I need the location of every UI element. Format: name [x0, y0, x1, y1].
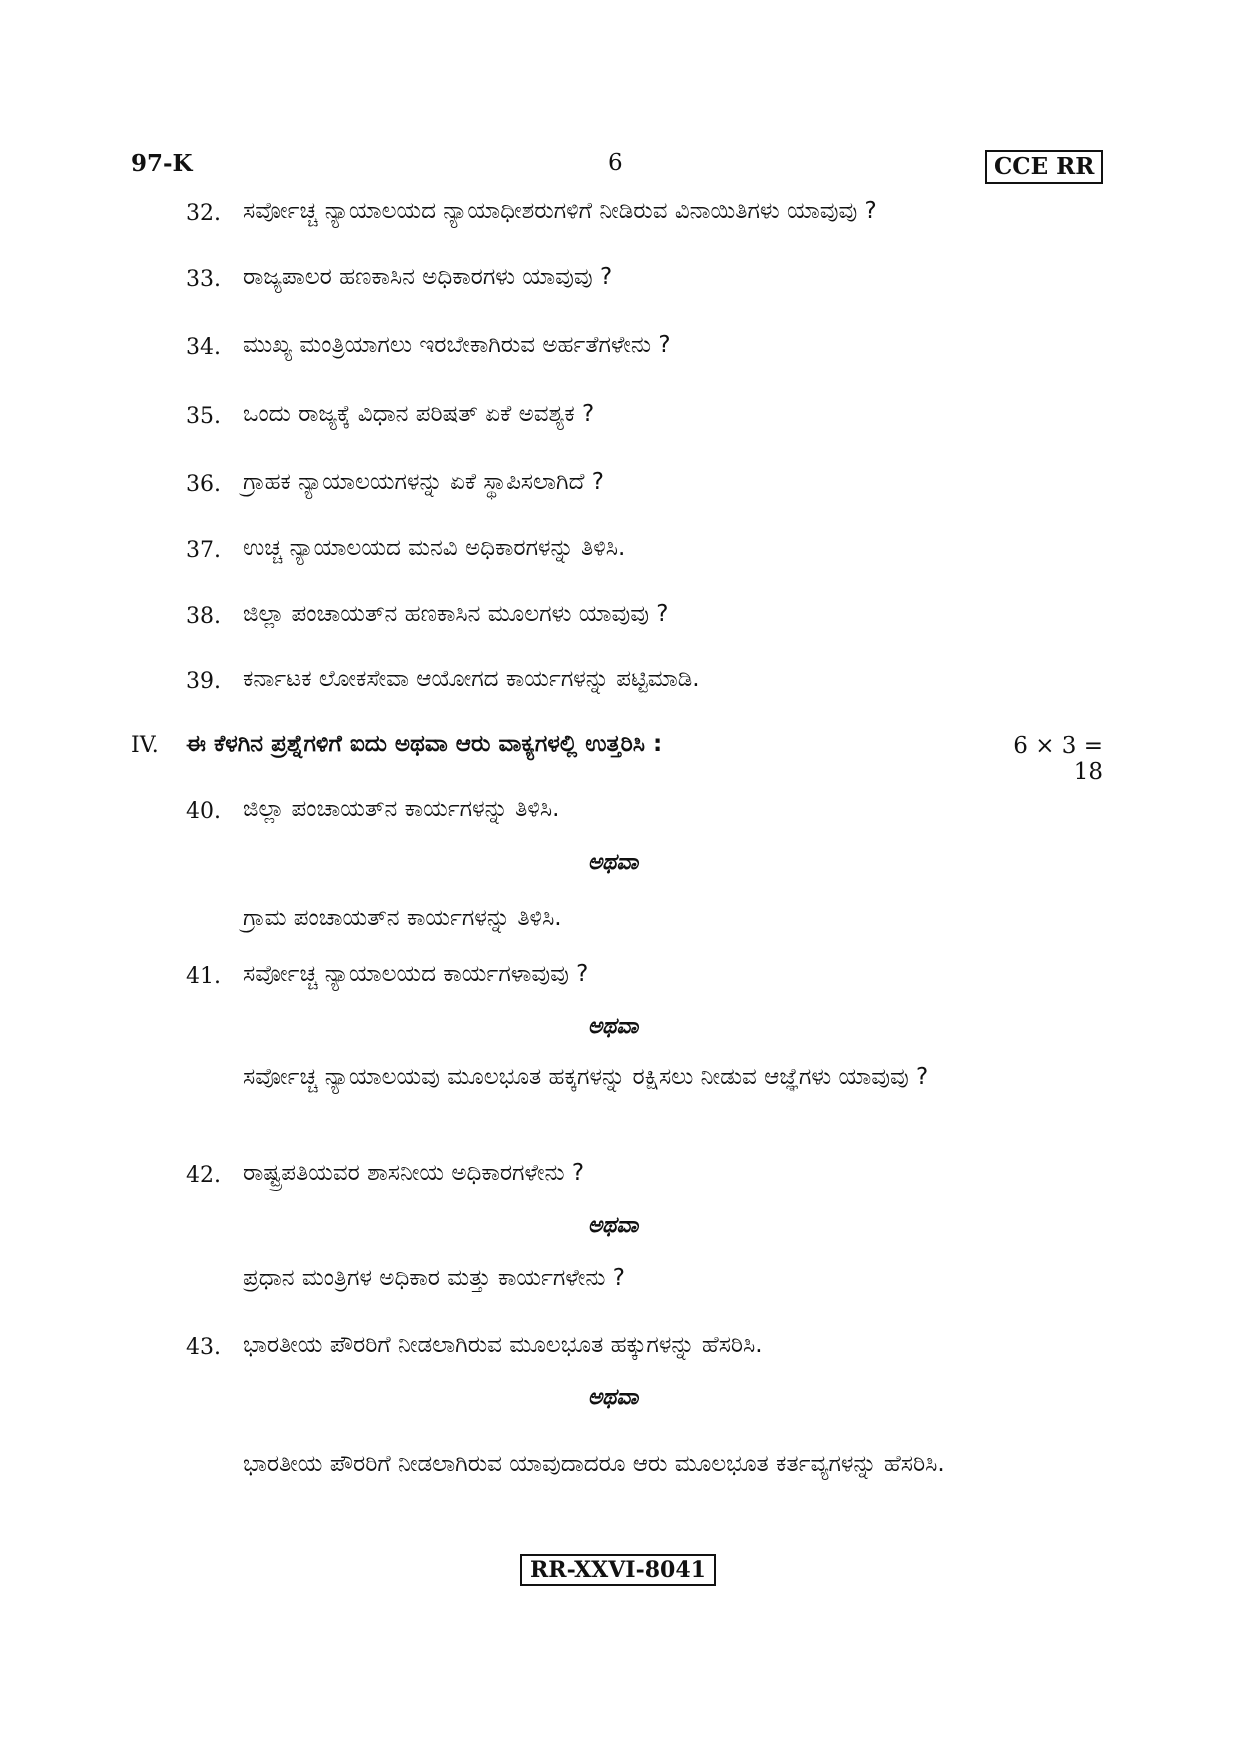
question-number: 32.	[186, 201, 221, 226]
exam-box-label: CCE RR	[985, 150, 1103, 184]
question-alternative: ಸರ್ವೋಚ್ಚ ನ್ಯಾಯಾಲಯವು ಮೂಲಭೂತ ಹಕ್ಕಗಳನ್ನು ರಕ್ಷಿಸಲು ನೀಡುವ ಆಜ್ಞೆಗಳು ಯಾವುವು ?	[243, 1064, 929, 1090]
section-instruction: ಈ ಕೆಳಗಿನ ಪ್ರಶ್ನೆಗಳಿಗೆ ಐದು ಅಥವಾ ಆರು ವಾಕ್ಯಗಳಲ್ಲಿ ಉತ್ತರಿಸಿ :	[186, 731, 663, 757]
or-separator: ಅಥವಾ	[587, 1014, 639, 1039]
question-text: ಒಂದು ರಾಜ್ಯಕ್ಕೆ ವಿಧಾನ ಪರಿಷತ್ ಏಕೆ ಅವಶ್ಯಕ ?	[243, 401, 595, 427]
paper-code: 97-K	[131, 150, 193, 177]
question-alternative: ಭಾರತೀಯ ಪೌರರಿಗೆ ನೀಡಲಾಗಿರುವ ಯಾವುದಾದರೂ ಆರು ಮೂಲಭೂತ ಕರ್ತವ್ಯಗಳನ್ನು ಹೆಸರಿಸಿ.	[243, 1451, 945, 1477]
question-text: ರಾಷ್ಟ್ರಪತಿಯವರ ಶಾಸನೀಯ ಅಧಿಕಾರಗಳೇನು ?	[243, 1160, 585, 1186]
question-number: 42.	[186, 1163, 221, 1188]
or-separator: ಅಥವಾ	[587, 850, 639, 875]
question-text: ಕರ್ನಾಟಕ ಲೋಕಸೇವಾ ಆಯೋಗದ ಕಾರ್ಯಗಳನ್ನು ಪಟ್ಟಿಮಾಡಿ.	[243, 666, 700, 692]
question-text: ಗ್ರಾಹಕ ನ್ಯಾಯಾಲಯಗಳನ್ನು ಏಕೆ ಸ್ಥಾಪಿಸಲಾಗಿದೆ ?	[243, 469, 604, 495]
question-text: ಜಿಲ್ಲಾ ಪಂಚಾಯತ್‌ನ ಕಾರ್ಯಗಳನ್ನು ತಿಳಿಸಿ.	[243, 796, 560, 822]
question-text: ಸರ್ವೋಚ್ಚ ನ್ಯಾಯಾಲಯದ ನ್ಯಾಯಾಧೀಶರುಗಳಿಗೆ ನೀಡಿರುವ ವಿನಾಯಿತಿಗಳು ಯಾವುವು ?	[243, 198, 877, 224]
question-number: 40.	[186, 799, 221, 824]
footer-code: RR-XXVI-8041	[520, 1554, 716, 1586]
question-number: 39.	[186, 669, 221, 694]
question-text: ಉಚ್ಚ ನ್ಯಾಯಾಲಯದ ಮನವಿ ಅಧಿಕಾರಗಳನ್ನು ತಿಳಿಸಿ.	[243, 535, 626, 561]
question-number: 37.	[186, 538, 221, 563]
question-text: ರಾಜ್ಯಪಾಲರ ಹಣಕಾಸಿನ ಅಧಿಕಾರಗಳು ಯಾವುವು ?	[243, 264, 613, 290]
question-number: 43.	[186, 1335, 221, 1360]
section-number: IV.	[131, 733, 159, 758]
page-number: 6	[608, 150, 623, 176]
question-number: 38.	[186, 604, 221, 629]
question-alternative: ಪ್ರಧಾನ ಮಂತ್ರಿಗಳ ಅಧಿಕಾರ ಮತ್ತು ಕಾರ್ಯಗಳೇನು ?	[243, 1265, 626, 1291]
question-text: ಜಿಲ್ಲಾ ಪಂಚಾಯತ್‌ನ ಹಣಕಾಸಿನ ಮೂಲಗಳು ಯಾವುವು ?	[243, 601, 669, 627]
question-text: ಭಾರತೀಯ ಪೌರರಿಗೆ ನೀಡಲಾಗಿರುವ ಮೂಲಭೂತ ಹಕ್ಕುಗಳನ್ನು ಹೆಸರಿಸಿ.	[243, 1332, 763, 1358]
or-separator: ಅಥವಾ	[587, 1385, 639, 1410]
section-marks: 6 × 3 = 18	[1013, 733, 1103, 785]
question-text: ಮುಖ್ಯ ಮಂತ್ರಿಯಾಗಲು ಇರಬೇಕಾಗಿರುವ ಅರ್ಹತೆಗಳೇನು ?	[243, 332, 671, 358]
question-number: 36.	[186, 472, 221, 497]
or-separator: ಅಥವಾ	[587, 1213, 639, 1238]
question-number: 35.	[186, 404, 221, 429]
question-number: 33.	[186, 267, 221, 292]
question-number: 34.	[186, 335, 221, 360]
question-text: ಸರ್ವೋಚ್ಚ ನ್ಯಾಯಾಲಯದ ಕಾರ್ಯಗಳಾವುವು ?	[243, 961, 589, 987]
question-alternative: ಗ್ರಾಮ ಪಂಚಾಯತ್‌ನ ಕಾರ್ಯಗಳನ್ನು ತಿಳಿಸಿ.	[243, 905, 562, 931]
question-number: 41.	[186, 964, 221, 989]
